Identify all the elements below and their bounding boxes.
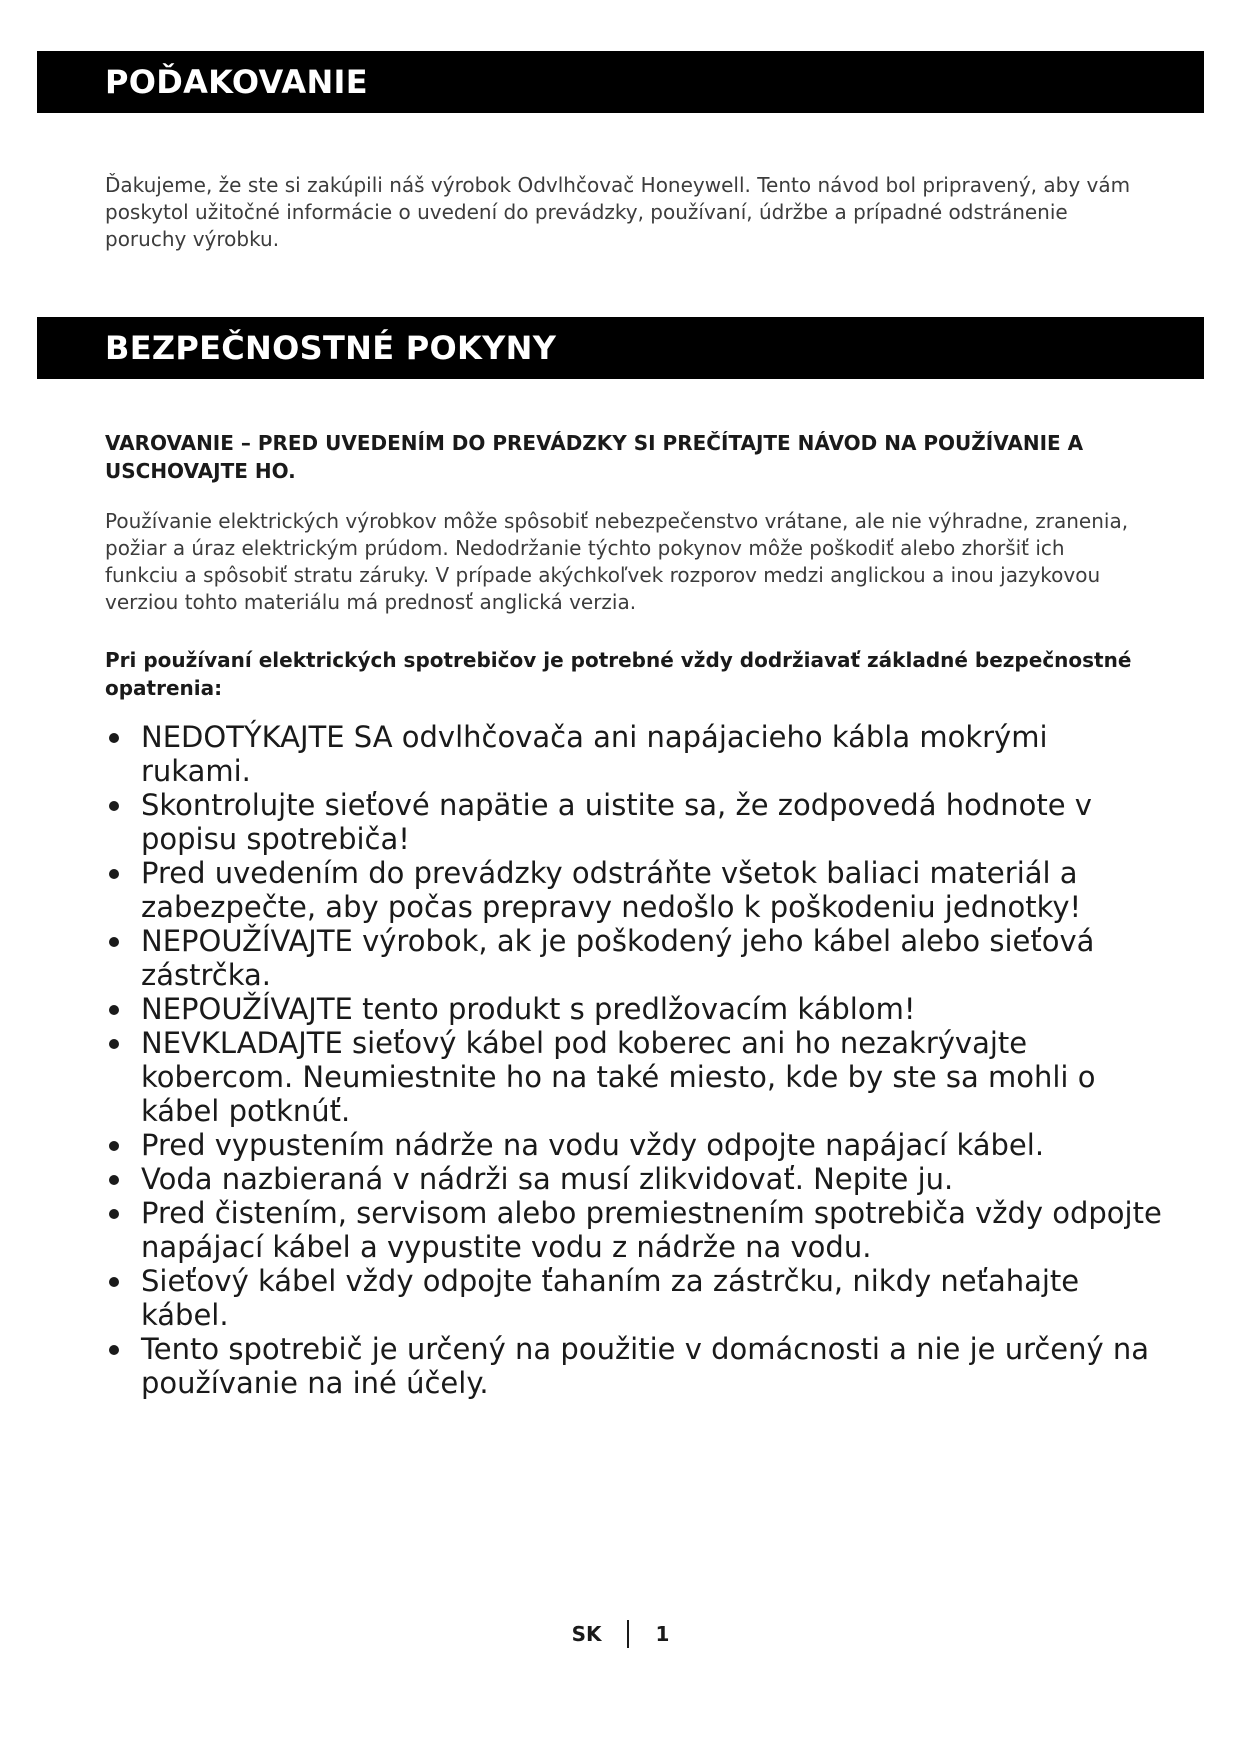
bullet-icon xyxy=(109,1277,119,1287)
bullet-icon xyxy=(109,1209,119,1219)
safety-rule-item xyxy=(105,788,1165,856)
page-number: 1 xyxy=(655,1622,670,1646)
safety-rule-text: NEVKLADAJTE sieťový kábel pod koberec ani ho nezakrývajte kobercom. Neumiestnite ho na také miesto, kde by ste sa mohli o kábel potknúť. xyxy=(141,1026,1096,1128)
bullet-icon xyxy=(109,1005,119,1015)
safety-rule-item xyxy=(105,1332,1165,1400)
section-title-safety: BEZPEČNOSTNÉ POKYNY xyxy=(105,329,557,367)
safety-rule-item xyxy=(105,720,1165,788)
warning-heading: VAROVANIE – PRED UVEDENÍM DO PREVÁDZKY SI PREČÍTAJTE NÁVOD NA POUŽÍVANIE A USCHOVAJTE HO. xyxy=(105,431,1084,483)
safety-rule-item xyxy=(105,1128,1165,1162)
safety-rule-item xyxy=(105,1162,1165,1196)
safety-rule-item xyxy=(105,1196,1165,1264)
bullet-icon xyxy=(109,1175,119,1185)
bullet-icon xyxy=(109,1039,119,1049)
bullet-icon xyxy=(109,733,119,743)
safety-rule-text: NEPOUŽÍVAJTE tento produkt s predlžovacím káblom! xyxy=(141,992,916,1026)
page-footer xyxy=(0,1620,1241,1648)
usage-paragraph: Používanie elektrických výrobkov môže spôsobiť nebezpečenstvo vrátane, ale nie výhradne, zranenia, požiar a úraz elektrickým prúdom. Nedodržanie týchto pokynov môže poškodiť alebo zhoršiť ich funkciu a spôsobiť stratu záruky. V prípade akýchkoľvek rozporov medzi anglickou a inou jazykovou verziou tohto materiálu má prednosť anglická verzia. xyxy=(105,509,1129,614)
section-title-thanks: POĎAKOVANIE xyxy=(105,63,368,101)
safety-rule-item xyxy=(105,1264,1165,1332)
bullet-icon xyxy=(109,869,119,879)
safety-rule-item xyxy=(105,1026,1165,1128)
safety-rule-item xyxy=(105,856,1165,924)
precautions-heading: Pri používaní elektrických spotrebičov je potrebné vždy dodržiavať základné bezpečnostné opatrenia: xyxy=(105,648,1132,700)
thanks-paragraph: Ďakujeme, že ste si zakúpili náš výrobok Odvlhčovač Honeywell. Tento návod bol pripravený, aby vám poskytol užitočné informácie o uvedení do prevádzky, používaní, údržbe a prípadné odstránenie poruchy výrobku. xyxy=(105,173,1131,251)
safety-rule-text: Pred uvedením do prevádzky odstráňte všetok baliaci materiál a zabezpečte, aby počas prepravy nedošlo k poškodeniu jednotky! xyxy=(141,856,1082,924)
bullet-icon xyxy=(109,1345,119,1355)
bullet-icon xyxy=(109,937,119,947)
bullet-icon xyxy=(109,1141,119,1151)
section-header-thanks xyxy=(37,51,1204,113)
footer-divider xyxy=(627,1620,629,1648)
safety-rule-text: Pred vypustením nádrže na vodu vždy odpojte napájací kábel. xyxy=(141,1128,1045,1162)
safety-rule-text: NEDOTÝKAJTE SA odvlhčovača ani napájacieho kábla mokrými rukami. xyxy=(141,720,1048,788)
bullet-icon xyxy=(109,801,119,811)
safety-rule-item xyxy=(105,992,1165,1026)
section-header-safety xyxy=(37,317,1204,379)
footer-language-code: SK xyxy=(571,1622,602,1646)
safety-rules-list xyxy=(105,720,1165,1400)
safety-rule-text: Voda nazbieraná v nádrži sa musí zlikvidovať. Nepite ju. xyxy=(141,1162,954,1196)
safety-rule-text: Skontrolujte sieťové napätie a uistite sa, že zodpovedá hodnote v popisu spotrebiča! xyxy=(141,788,1092,856)
safety-rule-item xyxy=(105,924,1165,992)
safety-rule-text: Pred čistením, servisom alebo premiestnením spotrebiča vždy odpojte napájací kábel a vypustite vodu z nádrže na vodu. xyxy=(141,1196,1162,1264)
safety-rule-text: NEPOUŽÍVAJTE výrobok, ak je poškodený jeho kábel alebo sieťová zástrčka. xyxy=(141,924,1095,992)
safety-rule-text: Sieťový kábel vždy odpojte ťahaním za zástrčku, nikdy neťahajte kábel. xyxy=(141,1264,1080,1332)
safety-rule-text: Tento spotrebič je určený na použitie v domácnosti a nie je určený na používanie na iné účely. xyxy=(141,1332,1150,1400)
